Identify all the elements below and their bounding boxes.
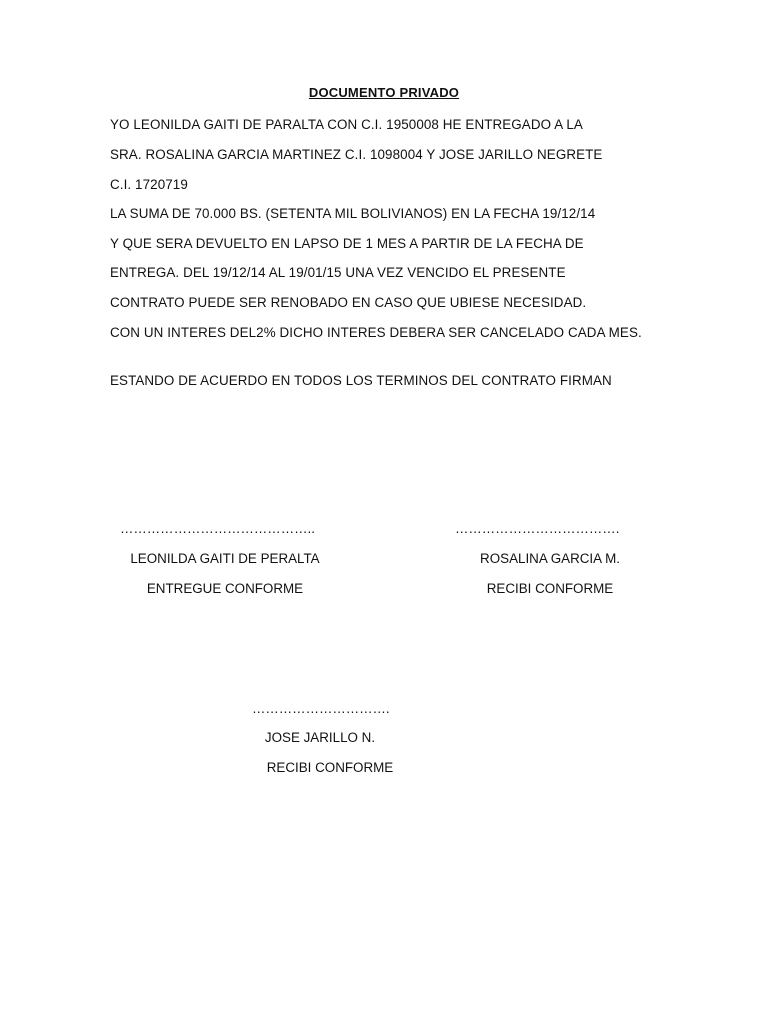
signer-role-bottom: RECIBI CONFORME <box>266 760 394 775</box>
signature-line-right: ………………………………. <box>455 521 620 536</box>
paragraph-line-6: ENTREGA. DEL 19/12/14 AL 19/01/15 UNA VEZ VENCIDO EL PRESENTE <box>110 265 566 280</box>
signer-name-left: LEONILDA GAITI DE PERALTA <box>130 551 320 566</box>
signer-name-right: ROSALINA GARCIA M. <box>480 551 620 566</box>
signer-role-left: ENTREGUE CONFORME <box>146 581 304 596</box>
paragraph-line-4: LA SUMA DE 70.000 BS. (SETENTA MIL BOLIVIANOS) EN LA FECHA 19/12/14 <box>110 206 596 221</box>
document-title: DOCUMENTO PRIVADO <box>308 85 460 100</box>
paragraph-line-1: YO LEONILDA GAITI DE PARALTA CON C.I. 1950008 HE ENTREGADO A LA <box>110 117 583 132</box>
signer-role-right: RECIBI CONFORME <box>486 581 614 596</box>
paragraph-line-7: CONTRATO PUEDE SER RENOBADO EN CASO QUE UBIESE NECESIDAD. <box>110 295 587 310</box>
paragraph-line-9: ESTANDO DE ACUERDO EN TODOS LOS TERMINOS DEL CONTRATO FIRMAN <box>110 373 612 388</box>
paragraph-line-2: SRA. ROSALINA GARCIA MARTINEZ C.I. 1098004 Y JOSE JARILLO NEGRETE <box>110 147 603 162</box>
signature-line-bottom: …………………………. <box>252 701 390 716</box>
paragraph-line-3: C.I. 1720719 <box>110 177 188 192</box>
paragraph-line-8: CON UN INTERES DEL2% DICHO INTERES DEBERA SER CANCELADO CADA MES. <box>110 325 642 340</box>
signer-name-bottom: JOSE JARILLO N. <box>264 730 376 745</box>
signature-line-left: …………………………………….. <box>120 521 315 536</box>
paragraph-line-5: Y QUE SERA DEVUELTO EN LAPSO DE 1 MES A PARTIR DE LA FECHA DE <box>110 236 584 251</box>
